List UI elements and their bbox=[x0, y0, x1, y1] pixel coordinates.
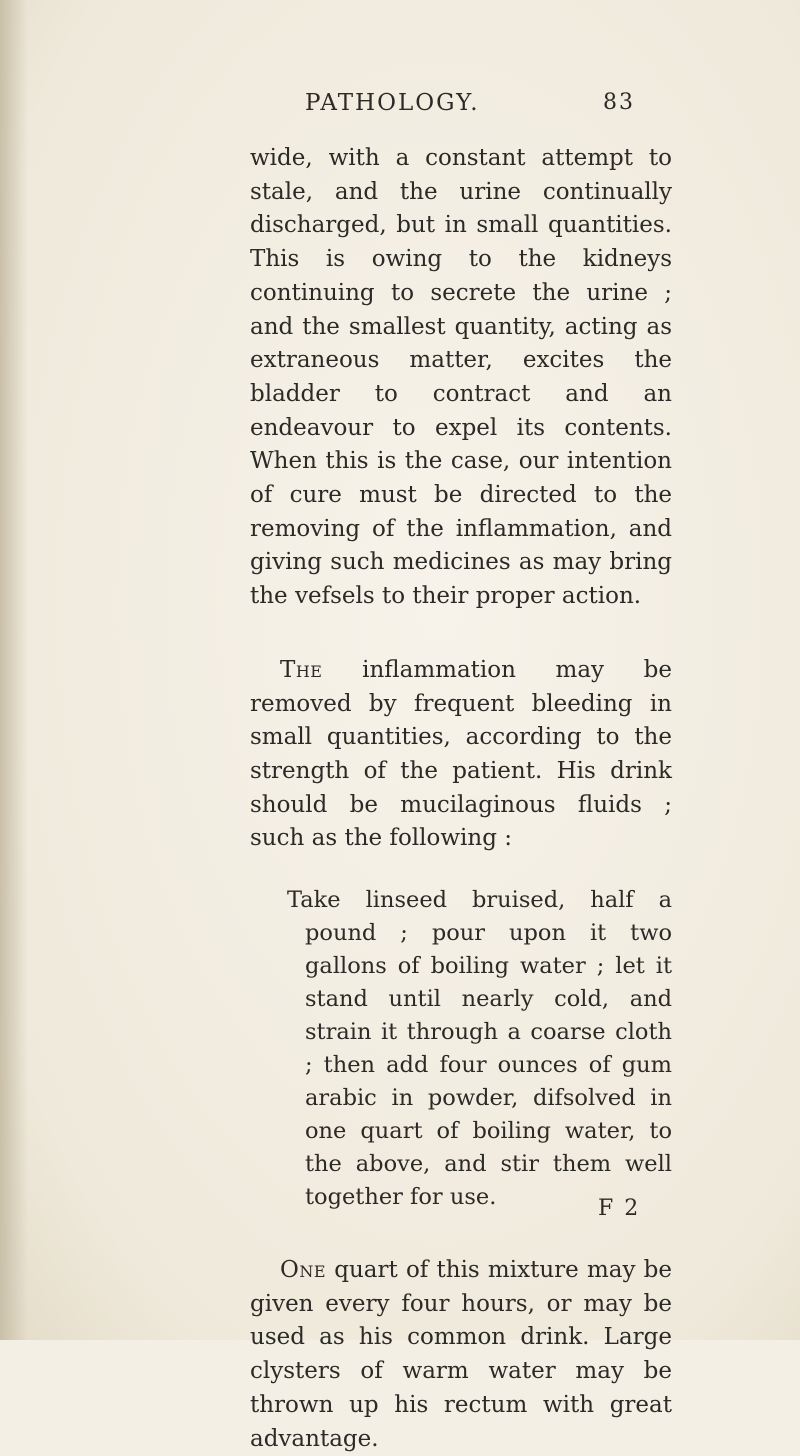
signature-mark: F 2 bbox=[598, 1196, 641, 1221]
paragraph-inflammation bbox=[250, 654, 672, 856]
paragraph-body: quart of this mixture may be given every four hours, or may be used as his common drink. Large clysters of warm water may be thrown up his rectum with great advantage. bbox=[250, 1257, 672, 1452]
page-header bbox=[305, 90, 635, 126]
paragraph-continued: wide, with a constant attempt to stale, and the urine continually discharged, but in small quantities. This is owing to the kidneys continuing to secrete the urine ; and the smallest quantity, acting as extraneous matter, excites the bladder to contract and an endeavour to expel its contents. When this is the case, our intention of cure must be directed to the removing of the inflammation, and giving such medicines as may bring the vefsels to their proper action. bbox=[250, 145, 672, 610]
recipe-text: Take linseed bruised, half a pound ; pour upon it two gallons of boiling water ; let it stand until nearly cold, and strain it through a coarse cloth ; then add four ounces of gum arabic in powder, difsolved in one quart of boiling water, to the above, and stir them well together for use. bbox=[287, 887, 672, 1211]
paragraph-body: inflammation may be removed by frequent bleeding in small quantities, according to the strength of the patient. His drink should be mucilaginous fluids ; such as the following : bbox=[250, 656, 672, 852]
paragraph-dosage bbox=[250, 1254, 672, 1456]
recipe-block bbox=[287, 884, 672, 1214]
body-text bbox=[250, 142, 672, 1456]
paragraph-lead-word: The bbox=[280, 656, 323, 683]
paragraph-lead-word: One bbox=[280, 1257, 327, 1284]
page-number: 83 bbox=[603, 90, 635, 115]
page-gutter-shadow bbox=[0, 0, 28, 1340]
running-head: PATHOLOGY. bbox=[305, 90, 480, 116]
